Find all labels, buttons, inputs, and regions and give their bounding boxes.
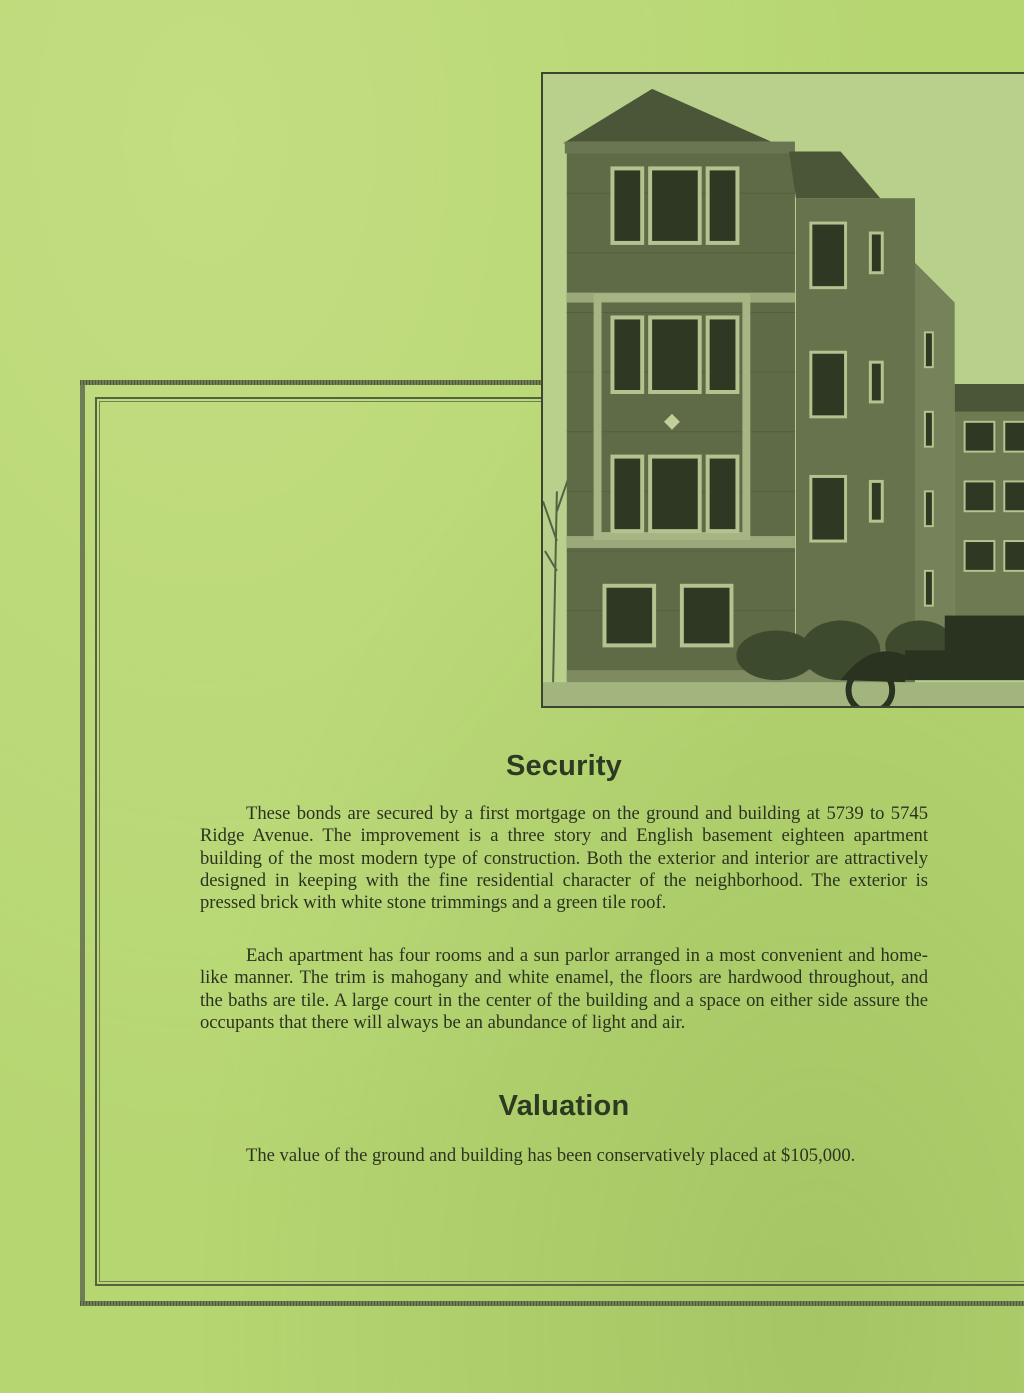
security-paragraph-2: Each apartment has four rooms and a sun parlor arranged in a most convenient and home-like manner. The trim is mahogany and white enamel, the floors are hardwood throughout, and the baths are tile. A large court in the center of the building and a space on either side assure the occupants that there will always be an abundance of light and air.: [200, 945, 928, 1033]
building-photograph: [541, 72, 1024, 708]
security-paragraph-1: These bonds are secured by a first mortgage on the ground and building at 5739 to 5745 Ridge Avenue. The improvement is a three story and English basement eighteen apartment building of the most modern type of construction. Both the exterior and interior are attractively designed in keeping with the fine residential character of the neighborhood. The exterior is pressed brick with white stone trimmings and a green tile roof.: [200, 803, 928, 914]
valuation-heading: Valuation: [498, 1090, 630, 1122]
security-heading: Security: [505, 750, 623, 782]
valuation-paragraph: The value of the ground and building has been conservatively placed at $105,000.: [246, 1145, 856, 1166]
apartment-building-illustration: [543, 74, 1024, 706]
